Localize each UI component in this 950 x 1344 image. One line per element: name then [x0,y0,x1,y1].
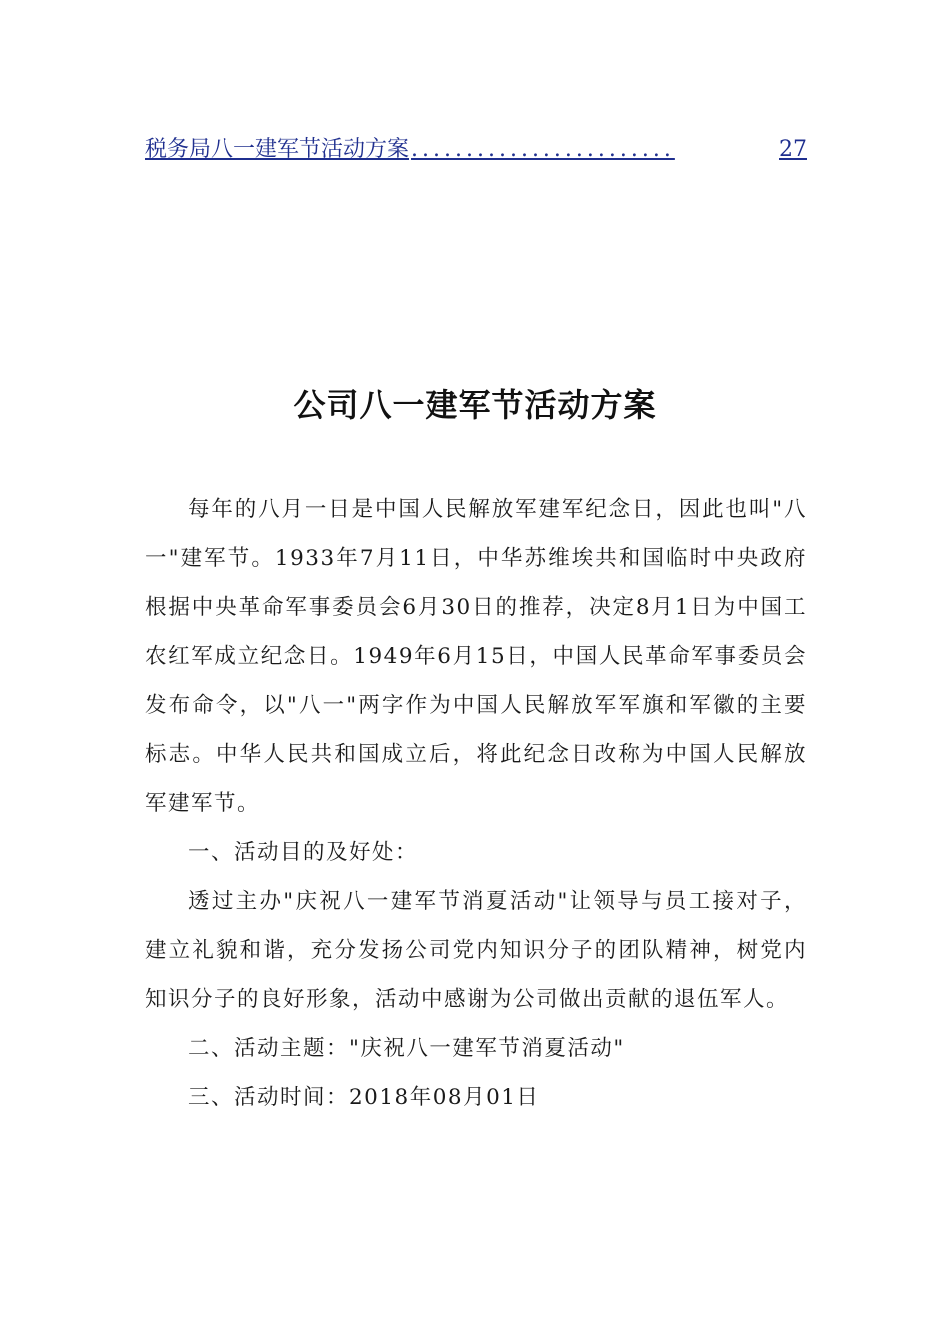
toc-entry-link[interactable] [145,133,807,167]
document-title: 公司八一建军节活动方案 [293,386,657,424]
purpose-paragraph: 透过主办"庆祝八一建军节消夏活动"让领导与员工接对子，建立礼貌和谐，充分发扬公司党内知识分子的团队精神，树党内知识分子的良好形象，活动中感谢为公司做出贡献的退伍军人。 [145,889,807,1012]
toc-dot-leader: ........................ [411,137,675,162]
intro-paragraph: 每年的八月一日是中国人民解放军建军纪念日，因此也叫"八一"建军节。1933年7月11日，中华苏维埃共和国临时中央政府根据中央革命军事委员会6月30日的推荐，决定8月1日为中国工农红军成立纪念日。1949年6月15日，中国人民革命军事委员会发布命令，以"八一"两字作为中国人民解放军军旗和军徽的主要标志。中华人民共和国成立后，将此纪念日改称为中国人民解放军建军节。 [145,497,807,816]
document-body [145,485,807,1122]
section-heading-time: 三、活动时间：2018年08月01日 [188,1085,540,1110]
toc-page-number: 27 [779,137,807,162]
section-heading-purpose: 一、活动目的及好处： [188,840,419,865]
section-heading-theme: 二、活动主题："庆祝八一建军节消夏活动" [188,1036,625,1061]
toc-entry-title: 税务局八一建军节活动方案 [145,137,410,162]
